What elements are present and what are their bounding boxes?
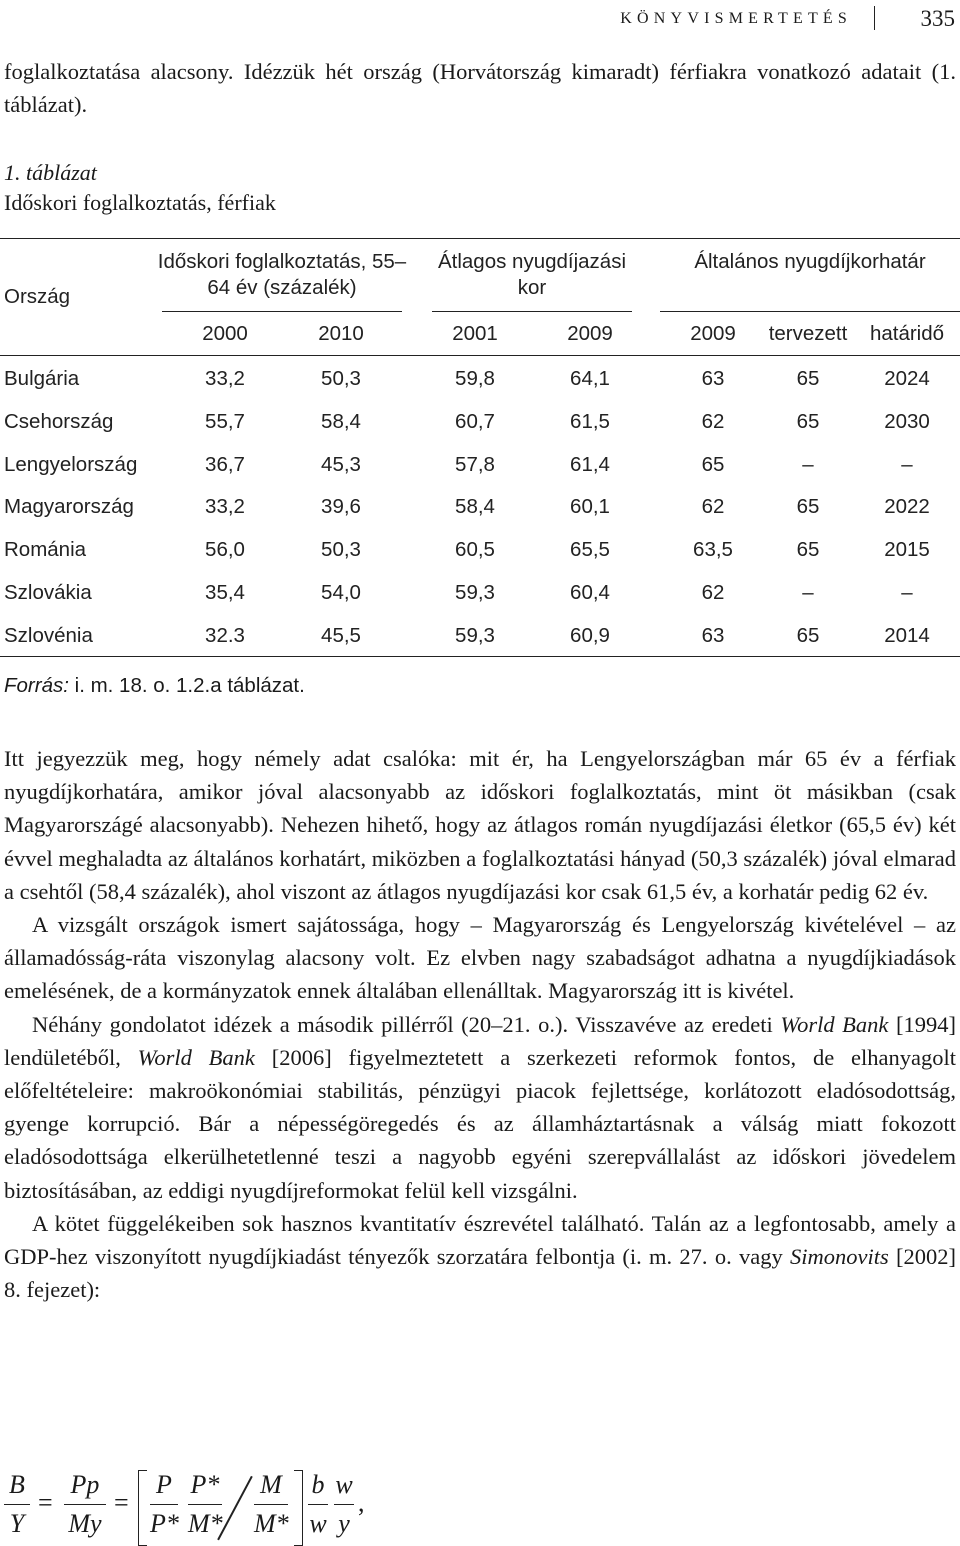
table-cell: 59,8 (455, 367, 495, 390)
fraction-m-mstar (254, 1470, 288, 1543)
table-cell: – (901, 581, 913, 604)
table-cell: 64,1 (570, 367, 610, 390)
table-cell: 50,3 (321, 538, 361, 562)
equals-sign: = (38, 1488, 53, 1517)
table-cell: – (901, 452, 913, 476)
table-title: Időskori foglalkoztatás, férfiak (4, 190, 276, 215)
table-bottom-rule (0, 656, 960, 657)
p3-citation-world-bank-2: World Bank (137, 1044, 255, 1070)
table-cell: 62 (701, 409, 725, 433)
table-cell: 36,7 (205, 452, 245, 476)
table-cell: 59,3 (455, 623, 495, 647)
left-bracket (138, 1470, 147, 1546)
running-head-divider (874, 6, 875, 30)
group2-rule (432, 311, 632, 312)
right-bracket (294, 1470, 303, 1546)
row-country: Magyarország (4, 495, 134, 519)
numerator: b (311, 1470, 325, 1499)
denominator: w (309, 1509, 327, 1538)
numerator: Pp (70, 1470, 100, 1499)
table-header-rule (0, 355, 960, 356)
table-number: 1. táblázat (4, 160, 97, 185)
row-country: Szlovákia (4, 581, 92, 604)
intro-paragraph: foglalkoztatása alacsony. Idézzük hét ország (Horvátország kimaradt) férfiakra vonatkozó adatait (1. táblázat). (4, 59, 956, 118)
table-cell: – (802, 452, 814, 476)
table-cell: 65 (796, 367, 820, 390)
table-cell: 2030 (884, 409, 930, 433)
group1-rule (162, 311, 402, 312)
table-cell: 63 (701, 367, 725, 390)
paragraph-2: A vizsgált országok ismert sajátossága, hogy – Magyarország és Lengyelország kivételével – az államadósság-ráta viszonylag alacsony volt. Ez elvben nagy szabadságot adhatna a nyugdíjkiadások emelésének, de a kormányzatok ennek általában ellenálltak. Magyarország itt is kivétel. (4, 912, 956, 1004)
row-country: Románia (4, 538, 87, 562)
table-cell: 61,4 (570, 452, 610, 476)
table-cell: 65 (796, 623, 820, 647)
sub-header: határidő (869, 322, 945, 345)
paragraph-3 (4, 1008, 956, 1207)
running-head (0, 6, 955, 32)
p3-text-a: Néhány gondolatot idézek a második pillérről (20–21. o.). Visszavéve az eredeti (32, 1011, 781, 1037)
group3-rule (660, 311, 960, 312)
fraction-b-y (4, 1470, 30, 1543)
table-caption (4, 158, 276, 218)
denominator: M* (188, 1509, 223, 1538)
denominator: My (68, 1509, 102, 1538)
col-header-country: Ország (4, 285, 71, 308)
col-header-group-retirement-age: Átlagos nyugdíjazási kor (437, 250, 627, 299)
table-cell: 60,4 (570, 581, 610, 604)
equals-sign: = (114, 1488, 129, 1517)
table-cell: 58,4 (455, 495, 495, 519)
denominator: M* (254, 1509, 289, 1538)
source-label: Forrás: (4, 674, 69, 697)
numerator: P* (190, 1470, 220, 1499)
p4-text-a: A kötet függelékeiben sok hasznos kvantitatív észrevétel található. Talán az a legfontosabb, amely a GDP-hez viszonyított nyugdíjkiadást tényezők szorzatára felbontja (i. m. 27. o. vagy (4, 1210, 956, 1270)
source-text: i. m. 18. o. 1.2.a táblázat. (68, 674, 305, 697)
table-top-rule (0, 238, 960, 239)
table-cell: 65 (701, 452, 725, 476)
numerator: B (9, 1470, 25, 1499)
table-cell: 65 (796, 538, 820, 562)
table-cell: 61,5 (570, 409, 610, 433)
table-cell: 62 (701, 581, 725, 604)
table-cell: 33,2 (205, 367, 245, 390)
table-cell: 65 (796, 495, 820, 519)
numerator: M (260, 1470, 282, 1499)
table-cell: 60,1 (570, 495, 610, 519)
fraction-pstar-mstar (188, 1470, 222, 1543)
table-source (4, 674, 305, 698)
table-cell: 33,2 (205, 495, 245, 519)
table-cell: – (802, 581, 814, 604)
fraction-b-w (308, 1470, 328, 1543)
table-cell: 32.3 (205, 623, 245, 647)
table-cell: 60,9 (570, 623, 610, 647)
table-cell: 62 (701, 495, 725, 519)
table-cell: 50,3 (321, 367, 361, 390)
table-cell: 63 (701, 623, 725, 647)
formula (4, 1470, 424, 1546)
table-cell: 45,5 (321, 623, 361, 647)
sub-header: 2009 (567, 322, 613, 345)
division-slash (217, 1476, 252, 1540)
table-cell: 2015 (884, 538, 930, 562)
col-header-group-employment: Időskori foglalkoztatás, 55–64 év (százalék) (157, 250, 407, 299)
sub-header: 2000 (202, 322, 248, 345)
fraction-p-pstar (150, 1470, 178, 1543)
denominator: y (338, 1509, 350, 1538)
sub-header: 2010 (318, 322, 364, 345)
table-cell: 35,4 (205, 581, 245, 604)
table-cell: 39,6 (321, 495, 361, 519)
comma: , (358, 1488, 365, 1517)
row-country: Bulgária (4, 367, 80, 390)
table-cell: 59,3 (455, 581, 495, 604)
table-cell: 55,7 (205, 409, 245, 433)
paragraph-1: Itt jegyezzük meg, hogy némely adat csalóka: mit ér, ha Lengyelországban már 65 év a férfiak nyugdíjkorhatára, amikor jóval alacsonyabb az időskori foglalkoztatás, mint öt másikban (csak Magyarországé alacsonyabb). Nehezen hihető, hogy az átlagos román nyugdíjazási életkor (65,5 év) két évvel meghaladta az általános korhatárt, miközben a foglalkoztatási hányad (50,3 százalék) jóval elmarad a csehtől (58,4 százalék), ahol viszont az átlagos nyugdíjazási kor csak 61,5 év, a korhatár pedig 62 év. (4, 746, 956, 904)
col-header-group-pension-age: Általános nyugdíjkorhatár (694, 250, 926, 273)
table-cell: 54,0 (321, 581, 361, 604)
numerator: w (335, 1470, 353, 1499)
table-cell: 58,4 (321, 409, 361, 433)
row-country: Lengyelország (4, 452, 138, 476)
p3-text-c: [2006] figyelmeztetett a szerkezeti reformok fontos, de elhanyagolt előfeltételeire: makroökonómiai stabilitás, pénzügyi piacok fejlettsége, korlátozott eladósodottság, gyenge korrupció. Bár a népességöregedés és az államháztartásnak a válság miatt fokozott eladósodottsága elkerülhetetlenné teszi a nagyobb egyéni szerepvállalást az időskori jövedelem biztosításában, az eddigi nyugdíjreformokat felül kell vizsgálni. (4, 1044, 956, 1203)
p4-citation-simonovits: Simonovits (789, 1244, 889, 1270)
row-country: Csehország (4, 409, 114, 433)
body-text (4, 742, 956, 1306)
fraction-w-y (334, 1470, 354, 1543)
sub-header: 2001 (452, 322, 498, 345)
sub-header: tervezett (768, 322, 848, 345)
fraction-pp-my (64, 1470, 106, 1543)
table-cell: 60,5 (455, 538, 495, 562)
page-number: 335 (920, 6, 955, 31)
table-cell: 65 (796, 409, 820, 433)
paragraph-4 (4, 1207, 956, 1307)
table-cell: 65,5 (570, 538, 610, 562)
denominator: Y (9, 1509, 25, 1538)
table-cell: 45,3 (321, 452, 361, 476)
table-cell: 63,5 (693, 538, 733, 562)
table-cell: 60,7 (455, 409, 495, 433)
table-cell: 56,0 (205, 538, 245, 562)
sub-header: 2009 (690, 322, 736, 345)
table-cell: 2014 (884, 623, 930, 647)
p4-text-b: [2002] 8. fejezet): (4, 1244, 956, 1303)
p3-text-b: [1994] lendületéből, (4, 1011, 956, 1070)
table-cell: 2024 (884, 367, 930, 390)
table-cell: 2022 (884, 495, 930, 519)
p3-citation-world-bank-1: World Bank (780, 1011, 889, 1037)
numerator: P (156, 1470, 172, 1499)
row-country: Szlovénia (4, 623, 93, 647)
running-head-title: KÖNYVISMERTETÉS (620, 10, 852, 27)
denominator: P* (150, 1509, 179, 1538)
table-cell: 57,8 (455, 452, 495, 476)
